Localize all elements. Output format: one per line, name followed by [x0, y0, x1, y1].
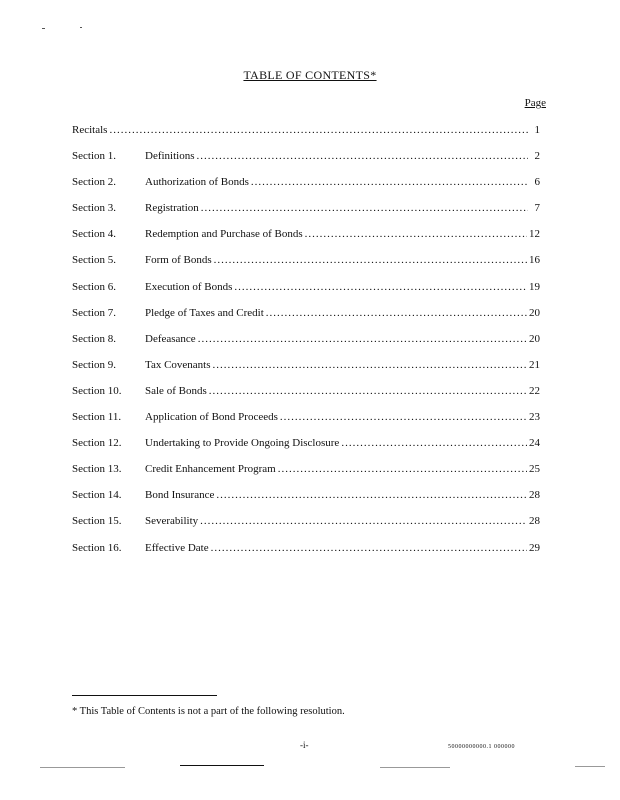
toc-row	[72, 437, 540, 463]
toc-entry-title: Bond Insurance	[145, 489, 215, 502]
toc-entry-title: Definitions	[145, 150, 195, 163]
toc-section-number: Section 14.	[72, 489, 122, 502]
footnote-rule	[72, 695, 217, 696]
toc-entry-title: Undertaking to Provide Ongoing Disclosure	[145, 437, 340, 450]
toc-entry-page: 19	[529, 280, 540, 293]
toc-entry-title: Recitals	[72, 124, 108, 136]
dot-leader	[211, 542, 527, 554]
toc-entry-page: 21	[529, 358, 540, 371]
toc-row	[72, 307, 540, 333]
dot-leader	[251, 176, 528, 188]
table-of-contents	[72, 124, 540, 568]
toc-section-number: Section 11.	[72, 411, 122, 424]
scan-artifact	[180, 765, 264, 766]
toc-entry-page: 20	[529, 306, 540, 319]
dot-leader	[305, 228, 527, 240]
toc-entry-page: 6	[534, 176, 540, 189]
toc-entry-page: 25	[529, 463, 540, 476]
toc-entry-page: 20	[529, 332, 540, 345]
toc-entry-page: 29	[529, 541, 540, 554]
toc-entry-title: Execution of Bonds	[145, 280, 233, 293]
toc-entry-page: 28	[529, 489, 540, 502]
toc-row	[72, 463, 540, 489]
dot-leader	[280, 411, 527, 423]
toc-section-number: Section 4.	[72, 228, 116, 241]
scan-artifact	[42, 28, 45, 29]
toc-entry-title: Redemption and Purchase of Bonds	[145, 228, 303, 241]
toc-section-number: Section 1.	[72, 150, 116, 163]
dot-leader	[198, 333, 527, 345]
toc-row	[72, 228, 540, 254]
toc-entry-page: 2	[534, 150, 540, 163]
toc-row	[72, 542, 540, 568]
toc-entry-title: Tax Covenants	[145, 358, 211, 371]
page-column-header: Page	[524, 97, 546, 109]
toc-entry-title: Pledge of Taxes and Credit	[145, 306, 264, 319]
toc-section-number: Section 10.	[72, 384, 122, 397]
scan-artifact	[40, 767, 125, 768]
dot-leader	[200, 515, 527, 527]
toc-section-number: Section 8.	[72, 332, 116, 345]
toc-entry-title: Defeasance	[145, 332, 196, 345]
toc-entry-title: Application of Bond Proceeds	[145, 411, 278, 424]
toc-section-number: Section 12.	[72, 437, 122, 450]
toc-entry-title: Effective Date	[145, 541, 209, 554]
dot-leader	[213, 359, 527, 371]
dot-leader	[234, 281, 527, 293]
dot-leader	[214, 254, 527, 266]
toc-row	[72, 489, 540, 515]
toc-entry-title: Sale of Bonds	[145, 384, 207, 397]
dot-leader	[109, 124, 528, 136]
scan-artifact	[380, 767, 450, 768]
toc-section-number: Section 9.	[72, 358, 116, 371]
scan-artifact	[80, 27, 82, 28]
dot-leader	[209, 385, 527, 397]
toc-row	[72, 333, 540, 359]
dot-leader	[266, 307, 527, 319]
toc-section-number: Section 2.	[72, 176, 116, 189]
document-id: 50000000000.1 000000	[448, 744, 515, 750]
toc-entry-page: 12	[529, 228, 540, 241]
dot-leader	[201, 202, 528, 214]
toc-row-recitals	[72, 124, 540, 150]
toc-section-number: Section 7.	[72, 306, 116, 319]
toc-entry-title: Credit Enhancement Program	[145, 463, 276, 476]
toc-entry-page: 28	[529, 515, 540, 528]
toc-entry-title: Form of Bonds	[145, 254, 212, 267]
toc-entry-title: Registration	[145, 202, 199, 215]
footnote: * This Table of Contents is not a part of the following resolution.	[72, 706, 345, 717]
toc-entry-page: 24	[529, 437, 540, 450]
toc-entry-title: Authorization of Bonds	[145, 176, 249, 189]
toc-section-number: Section 16.	[72, 541, 122, 554]
toc-section-number: Section 3.	[72, 202, 116, 215]
toc-entry-title: Severability	[145, 515, 199, 528]
toc-row	[72, 515, 540, 541]
dot-leader	[216, 489, 527, 501]
toc-row	[72, 254, 540, 280]
toc-row	[72, 202, 540, 228]
toc-entry-page: 1	[534, 124, 540, 136]
toc-row	[72, 176, 540, 202]
toc-section-number: Section 6.	[72, 280, 116, 293]
toc-section-number: Section 15.	[72, 515, 122, 528]
toc-row	[72, 150, 540, 176]
dot-leader	[278, 463, 527, 475]
toc-title: TABLE OF CONTENTS*	[243, 68, 377, 82]
dot-leader	[197, 150, 529, 162]
toc-entry-page: 7	[534, 202, 540, 215]
toc-row	[72, 359, 540, 385]
toc-row	[72, 281, 540, 307]
toc-row	[72, 385, 540, 411]
toc-entry-page: 23	[529, 411, 540, 424]
page-number: -i-	[300, 740, 309, 750]
scan-artifact	[575, 766, 605, 767]
toc-entry-page: 22	[529, 384, 540, 397]
toc-row	[72, 411, 540, 437]
toc-section-number: Section 5.	[72, 254, 116, 267]
toc-section-number: Section 13.	[72, 463, 122, 476]
toc-entry-page: 16	[529, 254, 540, 267]
dot-leader	[341, 437, 527, 449]
